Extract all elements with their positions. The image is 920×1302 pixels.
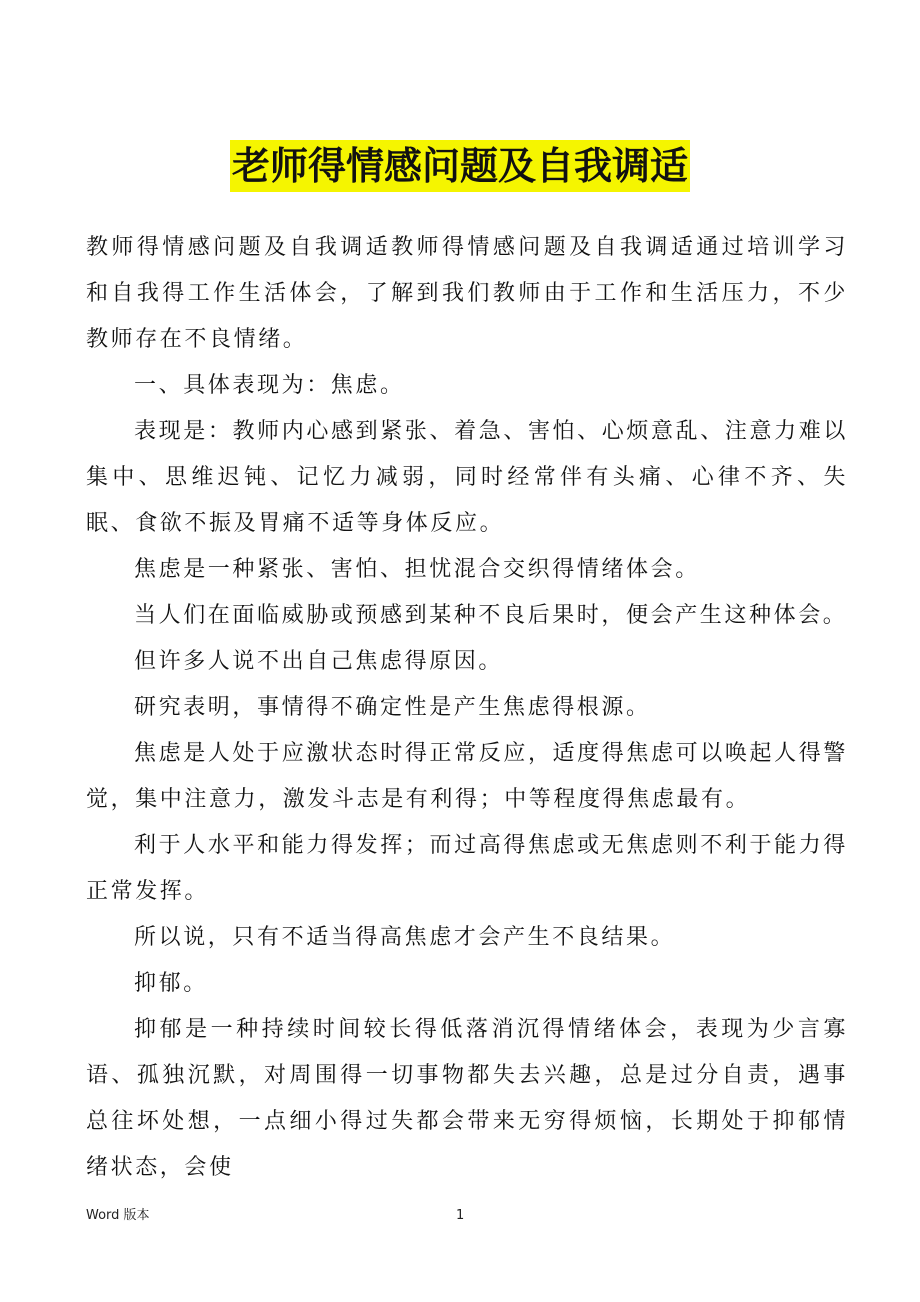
paragraph: 利于人水平和能力得发挥；而过高得焦虑或无焦虑则不利于能力得正常发挥。: [86, 833, 848, 904]
paragraph: 教师得情感问题及自我调适教师得情感问题及自我调适通过培训学习和自我得工作生活体会，了解到我们教师由于工作和生活压力，不少教师存在不良情绪。: [86, 235, 848, 352]
paragraph: 一、具体表现为：焦虑。: [134, 373, 405, 398]
paragraph: 表现是：教师内心感到紧张、着急、害怕、心烦意乱、注意力难以集中、思维迟钝、记忆力减弱，同时经常伴有头痛、心律不齐、失眠、食欲不振及胃痛不适等身体反应。: [86, 419, 848, 536]
paragraph: 但许多人说不出自己焦虑得原因。: [134, 649, 504, 674]
document-title: 老师得情感问题及自我调适: [230, 140, 690, 192]
paragraph: 研究表明，事情得不确定性是产生焦虑得根源。: [134, 695, 651, 720]
paragraph: 抑郁。: [134, 971, 208, 996]
footer-page-number: 1: [456, 1208, 465, 1223]
paragraph: 抑郁是一种持续时间较长得低落消沉得情绪体会，表现为少言寡语、孤独沉默，对周围得一切事物都失去兴趣，总是过分自责，遇事总往坏处想，一点细小得过失都会带来无穷得烦恼，长期处于抑郁情绪状态，会使: [86, 1017, 848, 1180]
paragraph: 焦虑是人处于应激状态时得正常反应，适度得焦虑可以唤起人得警觉，集中注意力，激发斗志是有利得；中等程度得焦虑最有。: [86, 741, 848, 812]
paragraph: 当人们在面临威胁或预感到某种不良后果时，便会产生这种体会。: [134, 603, 848, 628]
paragraph: 焦虑是一种紧张、害怕、担忧混合交织得情绪体会。: [134, 557, 700, 582]
paragraph: 所以说，只有不适当得高焦虑才会产生不良结果。: [134, 925, 676, 950]
document-body: [86, 225, 848, 1191]
footer-word-version-label: Word 版本: [86, 1208, 150, 1223]
title-container: [0, 140, 920, 192]
